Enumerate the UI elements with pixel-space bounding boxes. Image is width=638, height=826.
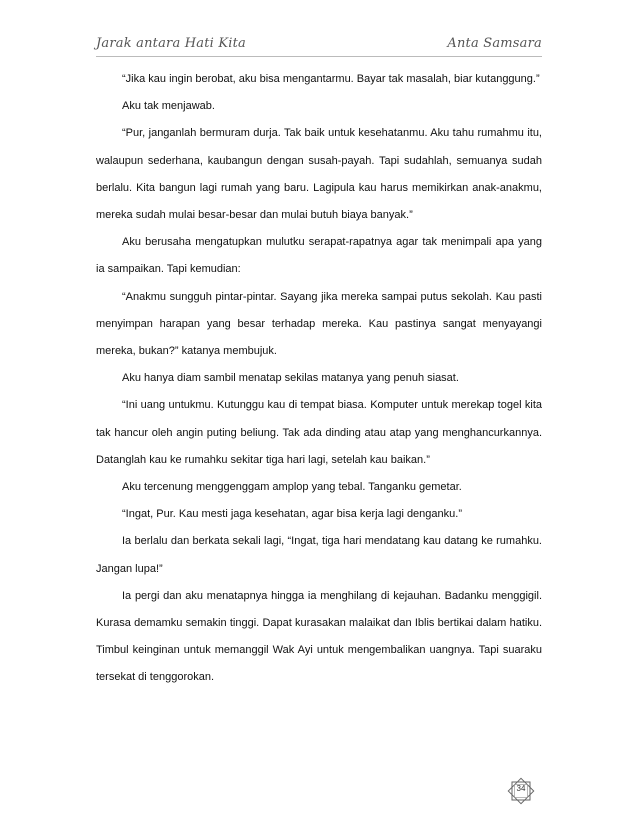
paragraph: “Anakmu sungguh pintar-pintar. Sayang jika mereka sampai putus sekolah. Kau pasti menyimpan harapan yang besar terhadap mereka. Kau pastinya sangat menyayangi mereka, bukan?” katanya membujuk. (96, 290, 542, 358)
paragraph: “Ingat, Pur. Kau mesti jaga kesehatan, agar bisa kerja lagi denganku.” (122, 508, 462, 521)
paragraph: Aku tak menjawab. (122, 100, 215, 113)
paragraph: Ia pergi dan aku menatapnya hingga ia menghilang di kejauhan. Badanku menggigil. Kurasa demamku semakin tinggi. Dapat kurasakan malaikat dan Iblis bertikai dalam hatiku. Timbul keinginan untuk memanggil Wak Ayi untuk mengembalikan uangnya. Tapi suaraku tersekat di tenggorokan. (96, 589, 542, 684)
paragraph: Ia berlalu dan berkata sekali lagi, “Ingat, tiga hari mendatang kau datang ke rumahku. Jangan lupa!” (96, 535, 542, 575)
paragraph: Aku berusaha mengatupkan mulutku serapat-rapatnya agar tak menimpali apa yang ia sampaikan. Tapi kemudian: (96, 236, 542, 276)
body-text (96, 66, 542, 692)
paragraph: “Jika kau ingin berobat, aku bisa mengantarmu. Bayar tak masalah, biar kutanggung.” (122, 73, 540, 85)
page-number: 34 (516, 784, 526, 793)
header-divider (96, 56, 542, 57)
paragraph: “Ini uang untukmu. Kutunggu kau di tempat biasa. Komputer untuk merekap togel kita tak hancur oleh angin puting beliung. Tak ada dinding atau atap yang menghancurkannya. Datanglah kau ke rumahku sekitar tiga hari lagi, setelah kau baikan.” (96, 399, 542, 466)
page-number-badge (506, 776, 536, 806)
author-name: Anta Samsara (447, 36, 542, 51)
paragraph: Aku hanya diam sambil menatap sekilas matanya yang penuh siasat. (122, 372, 459, 385)
paragraph: Aku tercenung menggenggam amplop yang tebal. Tanganku gemetar. (122, 481, 462, 494)
book-title: Jarak antara Hati Kita (96, 36, 246, 51)
paragraph: “Pur, janganlah bermuram durja. Tak baik untuk kesehatanmu. Aku tahu rumahmu itu, walaupun sederhana, kaubangun dengan susah-payah. Tapi sudahlah, semuanya sudah berlalu. Kita bangun lagi rumah yang baru. Lagipula kau harus memikirkan anak-anakmu, mereka sudah mulai besar-besar dan mulai butuh biaya banyak.” (96, 127, 542, 222)
page-header (96, 36, 542, 56)
